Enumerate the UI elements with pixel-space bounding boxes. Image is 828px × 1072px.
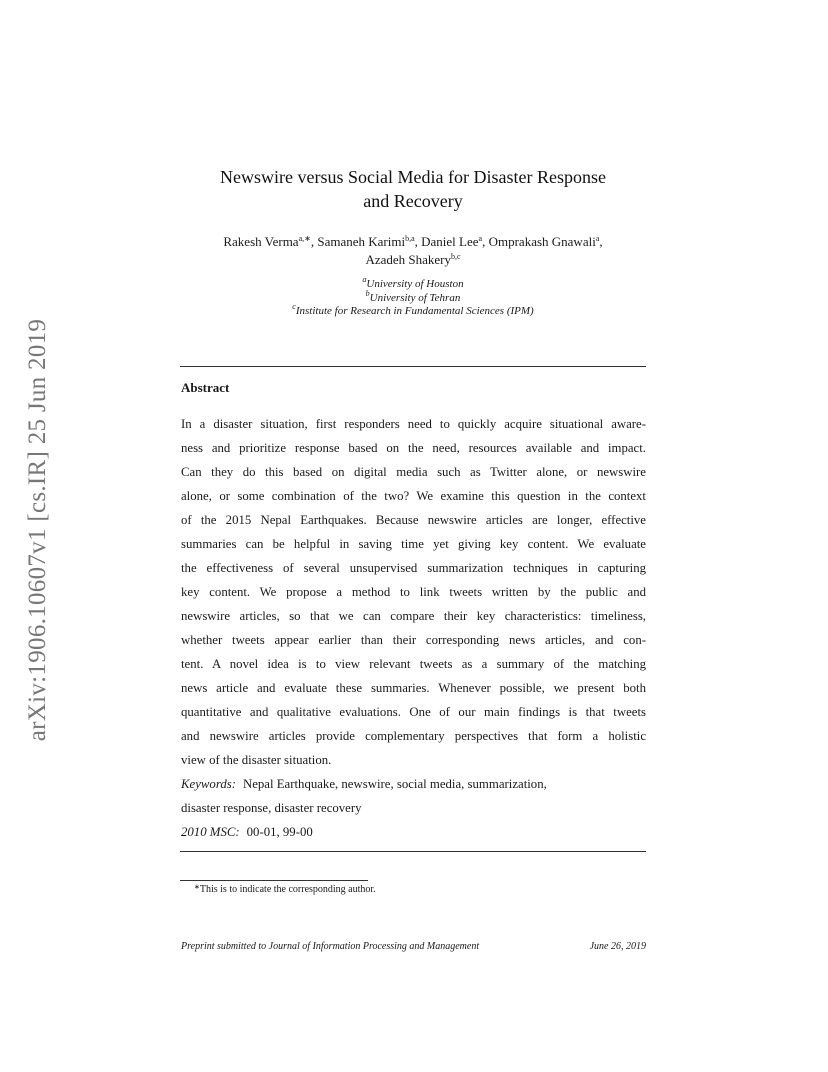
keywords — [181, 772, 646, 820]
affiliation-mark: c — [292, 302, 296, 311]
affiliation-name: University of Houston — [366, 278, 464, 290]
author-name: Azadeh Shakery — [365, 252, 451, 267]
author-separator: , — [414, 234, 422, 249]
affiliation-item — [180, 275, 646, 292]
preprint-notice: Preprint submitted to Journal of Information Processing and Management — [181, 941, 480, 952]
author-affiliation-mark: a,∗ — [298, 234, 311, 243]
abstract-line: tent. A novel idea is to view relevant tweets as a summary of the matching — [181, 657, 646, 671]
footnote — [194, 884, 376, 895]
abstract-line: and newswire articles provide complementary perspectives that form a holistic — [181, 729, 646, 743]
top-rule — [180, 366, 646, 367]
author-separator: , — [482, 234, 489, 249]
submission-date: June 26, 2019 — [589, 941, 646, 952]
keywords-text-1: Nepal Earthquake, newswire, social media, summarization, — [242, 777, 547, 791]
abstract-line: summaries can be helpful in saving time yet giving key content. We evaluate — [181, 537, 646, 551]
abstract-line: quantitative and qualitative evaluations. One of our main findings is that tweets — [181, 705, 646, 719]
abstract-line: alone, or some combination of the two? We examine this question in the context — [181, 489, 646, 503]
author-name: Rakesh Verma — [223, 234, 299, 249]
author-affiliation-mark: a — [595, 234, 600, 243]
abstract-line: In a disaster situation, first responders need to quickly acquire situational aware- — [181, 417, 646, 431]
msc-label: 2010 MSC: — [181, 825, 240, 839]
author-line-2 — [180, 251, 646, 269]
bottom-rule — [180, 851, 646, 852]
affiliation-item — [180, 302, 646, 319]
abstract-heading: Abstract — [181, 380, 230, 395]
abstract-body — [181, 412, 646, 772]
abstract-line: the effectiveness of several unsupervised summarization techniques in capturing — [181, 561, 646, 575]
author-affiliation-mark: a — [478, 234, 483, 243]
keywords-text-2: disaster response, disaster recovery — [181, 801, 362, 815]
abstract-line: of the 2015 Nepal Earthquakes. Because newswire articles are longer, effective — [181, 513, 646, 527]
paper-title — [180, 165, 646, 213]
abstract-line: ness and prioritize response based on the need, resources available and impact. — [181, 441, 646, 455]
arxiv-identifier[interactable]: arXiv:1906.10607v1 [cs.IR] 25 Jun 2019 — [24, 318, 51, 742]
msc-value: 00-01, 99-00 — [246, 825, 313, 839]
abstract-line: view of the disaster situation. — [181, 753, 332, 767]
author-line-1 — [180, 233, 646, 251]
author-affiliation-mark: b,c — [451, 252, 461, 261]
keywords-line-1 — [181, 772, 646, 796]
footnote-mark: ∗ — [194, 883, 200, 891]
affiliation-name: Institute for Research in Fundamental Sciences (IPM) — [295, 305, 534, 317]
author-separator: , — [310, 234, 318, 249]
keywords-label: Keywords: — [181, 777, 236, 791]
title-line-2: and Recovery — [363, 191, 463, 211]
msc-codes — [181, 820, 646, 844]
author-separator: , — [599, 234, 603, 249]
abstract-line: whether tweets appear earlier than their corresponding news articles, and con- — [181, 633, 646, 647]
author-name: Samaneh Karimi — [317, 234, 406, 249]
author-name: Daniel Lee — [421, 234, 479, 249]
footnote-rule — [180, 880, 368, 881]
abstract-line: key content. We propose a method to link tweets written by the public and — [181, 585, 646, 599]
abstract-line: news article and evaluate these summaries. Whenever possible, we present both — [181, 681, 646, 695]
author-affiliation-mark: b,a — [405, 234, 415, 243]
affiliation-item — [180, 288, 646, 306]
footnote-text: This is to indicate the corresponding author. — [199, 884, 376, 895]
abstract-line: Can they do this based on digital media such as Twitter alone, or newswire — [181, 465, 646, 479]
abstract-line: newswire articles, so that we can compare their key characteristics: timeliness, — [181, 609, 646, 623]
title-line-1: Newswire versus Social Media for Disaster Response — [220, 167, 606, 187]
affiliation-mark: a — [362, 275, 367, 284]
author-list — [180, 233, 646, 269]
affiliation-name: University of Tehran — [369, 291, 461, 304]
affiliation-list — [180, 275, 646, 319]
affiliation-mark: b — [365, 288, 370, 298]
author-name: Omprakash Gnawali — [488, 234, 596, 249]
